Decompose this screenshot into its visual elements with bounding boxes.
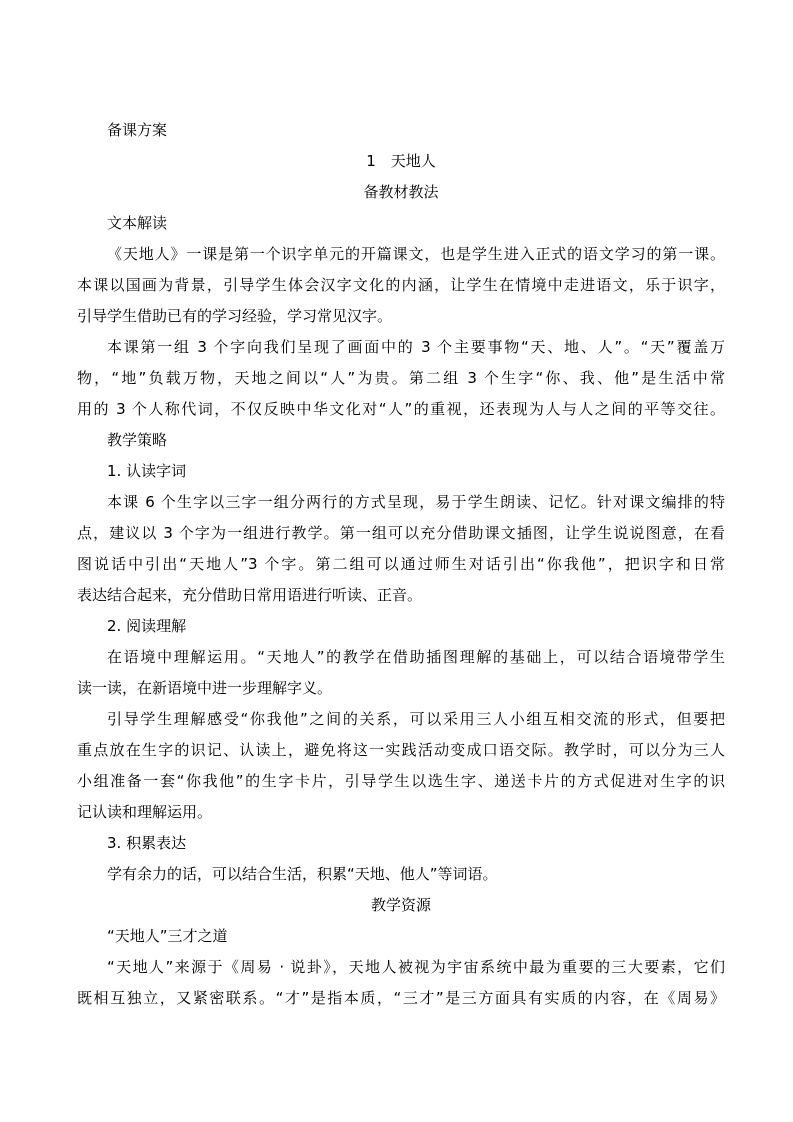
paragraph-line: 本课以国画为背景，引导学生体会汉字文化的内涵，让学生在情境中走进语文，乐于识字，	[77, 276, 725, 294]
section-heading-strategy: 教学策略	[107, 431, 168, 449]
subsection-title-2: 2. 阅读理解	[107, 617, 187, 635]
paragraph-line: 用的 3 个人称代词，不仅反映中华文化对“人”的重视，还表现为人与人之间的平等交往。	[77, 400, 725, 418]
paragraph-line: 点，建议以 3 个字为一组进行教学。第一组可以充分借助课文插图，让学生说说图意，在看	[77, 524, 725, 542]
paragraph-line: 本课第一组 3 个字向我们呈现了画面中的 3 个主要事物“天、地、人”。“天”覆盖万	[107, 338, 725, 356]
subsection-title-1: 1. 认读字词	[107, 462, 187, 480]
paragraph-line: 在语境中理解运用。“天地人”的教学在借助插图理解的基础上，可以结合语境带学生	[107, 648, 725, 666]
paragraph-line: 引导学生借助已有的学习经验，学习常见汉字。	[77, 307, 393, 325]
paragraph-line: 引导学生理解感受“你我他”之间的关系，可以采用三人小组互相交流的形式，但要把	[107, 710, 725, 728]
lesson-title: 1 天地人	[366, 152, 436, 170]
paragraph-line: 小组准备一套“你我他”的生字卡片，引导学生以选生字、递送卡片的方式促进对生字的识	[77, 772, 725, 790]
header-label: 备课方案	[107, 121, 168, 139]
section-heading-resources: 教学资源	[370, 896, 431, 914]
paragraph-line: 学有余力的话，可以结合生活，积累“天地、他人”等词语。	[107, 865, 498, 883]
subsection-title-3: 3. 积累表达	[107, 834, 187, 852]
paragraph-line: 图说话中引出“天地人”3 个字。第二组可以通过师生对话引出“你我他”，把识字和日常	[77, 555, 725, 573]
lesson-subtitle: 备教材教法	[363, 183, 439, 201]
paragraph-line: 物，“地”负载万物，天地之间以“人”为贵。第二组 3 个生字“你、我、他”是生活中常	[77, 369, 725, 387]
paragraph-line: 既相互独立，又紧密联系。“才”是指本质，“三才”是三方面具有实质的内容，在《周易》	[77, 989, 725, 1007]
paragraph-line: 重点放在生字的识记、认读上，避免将这一实践活动变成口语交际。教学时，可以分为三人	[77, 741, 725, 759]
resources-subheading: “天地人”三才之道	[107, 927, 228, 945]
paragraph-line: 表达结合起来，充分借助日常用语进行听读、正音。	[77, 586, 423, 604]
section-heading-text-reading: 文本解读	[107, 214, 168, 232]
paragraph-line: 《天地人》一课是第一个识字单元的开篇课文，也是学生进入正式的语文学习的第一课。	[107, 245, 725, 263]
paragraph-line: 读一读，在新语境中进一步理解字义。	[77, 679, 333, 697]
paragraph-line: 本课 6 个生字以三字一组分两行的方式呈现，易于学生朗读、记忆。针对课文编排的特	[107, 493, 725, 511]
paragraph-line: “天地人”来源于《周易 · 说卦》，天地人被视为宇宙系统中最为重要的三大要素，它们	[107, 958, 725, 976]
paragraph-line: 记认读和理解运用。	[77, 803, 213, 821]
